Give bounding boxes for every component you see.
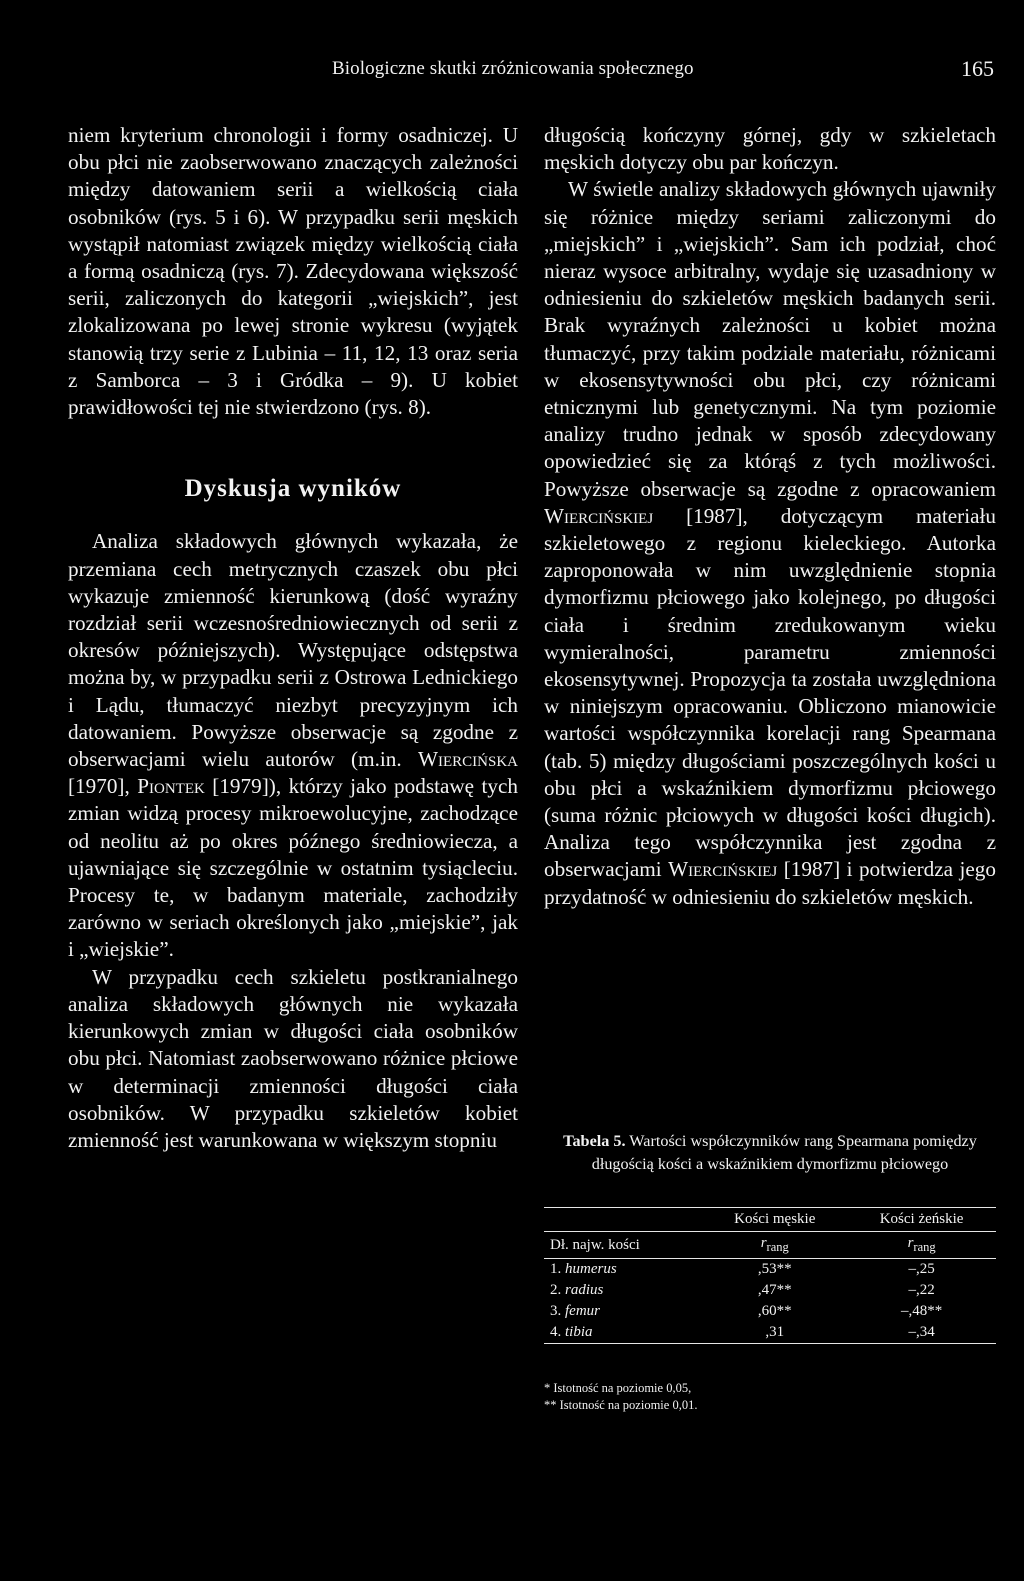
left-column: [68, 122, 518, 1154]
paragraph-text: [1970],: [68, 774, 138, 799]
paragraph-text: Analiza składowych głównych wykazała, że przemiana cech metrycznych czaszek obu płci wykazuje zmienność kierunkową (dość wyraźny rozdział serii wczesnośredniowiecznych od serii z okresów późniejszych). Występujące odstępstwa można by, w przypadku serii z Ostrowa Lednickiego i Lądu, tłumaczyć niezbyt precyzyjnym ich datowaniem. Powyższe obserwacje są zgodne z obserwacjami wielu autorów (m.in.: [68, 529, 518, 772]
table-footnotes: [544, 1380, 996, 1414]
table-header-female: Kości żeńskie: [847, 1208, 996, 1232]
citation-author: Wiercińskiej: [544, 503, 654, 528]
paragraph: [68, 528, 518, 963]
paragraph: niem kryterium chronologii i formy osadniczej. U obu płci nie zaobserwowano znaczących zależności między datowaniem serii a wielkością ciała osobników (rys. 5 i 6). W przypadku serii męskich wystąpił natomiast związek między wielkością ciała a formą osadniczą (rys. 7). Zdecydowana większość serii, zaliczonych do kategorii „wiejskich”, jest zlokalizowana po lewej stronie wykresu (wyjątek stanowią trzy serie z Lubinia – 11, 12, 13 oraz seria z Samborca – 3 i Gródka – 9). U kobiet prawidłowości tej nie stwierdzono (rys. 8).: [68, 123, 518, 420]
table-stat-female: $r_{rang}$: [847, 1232, 996, 1259]
citation-author: Wiercińska: [417, 747, 518, 772]
table-row: 3. femur ,60** –,48**: [550, 1303, 943, 1319]
paragraph-text: [1987] i potwierdza jego przydatność w odniesieniu do szkieletów męskich.: [544, 857, 996, 909]
table-header-empty: [544, 1208, 702, 1232]
table-caption-label: Tabela 5.: [563, 1132, 626, 1150]
footnote: ** Istotność na poziomie 0,01.: [544, 1398, 698, 1412]
table-caption-text: Wartości współczynników rang Spearmana pomiędzy długością kości a wskaźnikiem dymorfizmu płciowego: [591, 1132, 977, 1173]
table-row-header: Dł. najw. kości: [544, 1232, 702, 1259]
paragraph-text: W świetle analizy składowych głównych ujawniły się różnice między seriami zaliczonymi do „miejskich” i „wiejskich”. Sam ich podział, choć nieraz wysoce arbitralny, wydaje się uzasadniony w odniesieniu do szkieletów męskich badanych serii. Brak wyraźnych zależności u kobiet można tłumaczyć, przy takim podziale materiału, różnicami w ekosensytywności obu płci, czy różnicami etnicznymi lub genetycznymi. Na tym poziomie analizy trudno jednak w sposób zdecydowany opowiedzieć się za którąś z tych możliwości. Powyższe obserwacje są zgodne z opracowaniem: [544, 177, 996, 501]
running-title: Biologiczne skutki zróżnicowania społecznego: [332, 58, 694, 79]
table-header-male: Kości męskie: [702, 1208, 847, 1232]
paragraph: [544, 176, 996, 910]
footnote: * Istotność na poziomie 0,05,: [544, 1381, 692, 1395]
paragraph-text: [1979]), którzy jako podstawę tych zmian widzą procesy mikroewolucyjne, zachodzące od neolitu aż po okres późnego średniowiecza, a ujawniające się szczególnie w ostatnim tysiącleciu. Procesy te, w badanym materiale, zachodziły zarówno w seriach określonych jako „miejskie”, jak i „wiejskie”.: [68, 774, 518, 962]
table-caption: [544, 1130, 996, 1176]
page-number: 165: [961, 56, 994, 81]
paragraph: W przypadku cech szkieletu postkranialnego analiza składowych głównych nie wykazała kierunkowych zmian w długości ciała osobników obu płci. Natomiast zaobserwowano różnice płciowe w determinacji zmienności długości ciała osobników. W przypadku szkieletów kobiet zmienność jest warunkowana w większym stopniu: [68, 964, 518, 1152]
spearman-table: [544, 1207, 996, 1344]
table-row: 2. radius ,47** –,22: [550, 1282, 935, 1298]
table-row: 4. tibia ,31 –,34: [544, 1322, 996, 1344]
section-heading: Dyskusja wyników: [184, 475, 402, 503]
table-stat-male: $r_{rang}$: [702, 1232, 847, 1259]
paragraph-text: [1987], dotyczącym materiału szkieletowego z regionu kieleckiego. Autorka zaproponowała w nim uwzględnienie stopnia dymorfizmu płciowego jako kolejnego, po długości ciała i średnim zredukowanym wieku wymieralności, parametru zmienności ekosensytywnej. Propozycja ta została uwzględniona w niniejszym opracowaniu. Obliczono mianowicie wartości współczynnika korelacji rang Spearmana (tab. 5) między długościami poszczególnych kości u obu płci a wskaźnikiem dymorfizmu płciowego (suma różnic płciowych w długości kości długich). Analiza tego współczynnika jest zgodna z obserwacjami: [544, 503, 996, 882]
right-column: [544, 122, 996, 911]
running-header: [0, 52, 1024, 92]
paragraph: długością kończyny górnej, gdy w szkieletach męskich dotyczy obu par kończyn.: [544, 123, 996, 175]
citation-author: Wiercińskiej: [668, 857, 778, 882]
table-row: 1. humerus ,53** –,25: [550, 1261, 935, 1277]
citation-author: Piontek: [137, 774, 205, 799]
